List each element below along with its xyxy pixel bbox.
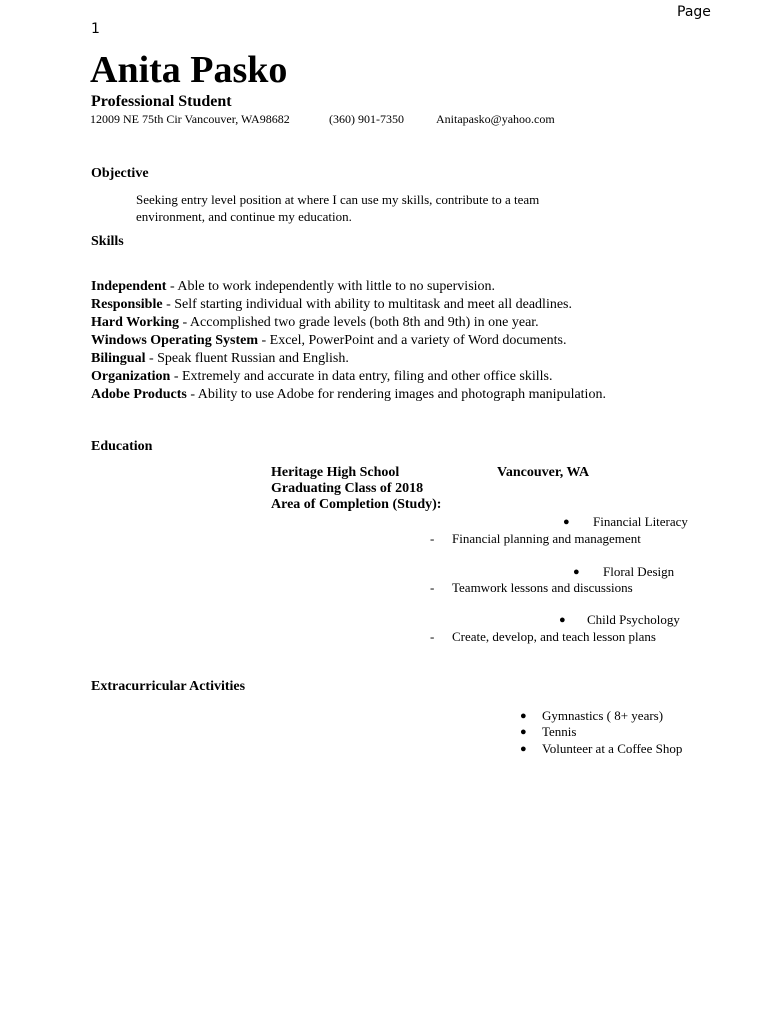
study-title: Floral Design (603, 564, 675, 579)
extracurricular-heading: Extracurricular Activities (91, 679, 246, 694)
skills-list (91, 278, 606, 404)
skill-item (91, 368, 606, 386)
activity-item: Gymnastics ( 8+ years) (542, 708, 664, 723)
skill-label: Independent (91, 279, 167, 294)
skill-label: Hard Working (91, 315, 180, 330)
skill-item (91, 332, 606, 350)
skill-label: Bilingual (91, 351, 146, 366)
skill-item (91, 278, 606, 296)
skill-description: - Ability to use Adobe for rendering images and photograph manipulation. (186, 387, 606, 402)
education-heading: Education (91, 439, 153, 454)
bullet-icon: ● (520, 743, 527, 755)
dash-icon: - (430, 629, 435, 644)
bullet-icon: ● (520, 710, 527, 722)
activity-item: Volunteer at a Coffee Shop (542, 741, 683, 756)
skill-label: Adobe Products (91, 387, 187, 402)
study-detail: Create, develop, and teach lesson plans (452, 629, 656, 644)
skill-description: - Accomplished two grade levels (both 8th and 9th) in one year. (179, 315, 539, 330)
school-name: Heritage High School (271, 465, 400, 480)
skill-description: - Extremely and accurate in data entry, filing and other office skills. (170, 369, 553, 384)
graduation-year: Graduating Class of 2018 (271, 481, 424, 496)
dash-icon: - (430, 531, 435, 546)
area-of-study-label: Area of Completion (Study): (271, 497, 442, 512)
bullet-icon: ● (520, 726, 527, 738)
skill-label: Organization (91, 369, 171, 384)
activity-item: Tennis (542, 724, 577, 739)
page-number: 1 (91, 21, 100, 37)
skills-heading: Skills (91, 234, 124, 249)
skill-item (91, 386, 606, 404)
bullet-icon: ● (573, 566, 580, 578)
bullet-icon: ● (559, 614, 566, 626)
study-title: Financial Literacy (593, 514, 688, 529)
study-detail: Financial planning and management (452, 531, 641, 546)
skill-description: - Able to work independently with little to no supervision. (166, 279, 496, 294)
school-location: Vancouver, WA (497, 465, 590, 480)
skill-item (91, 350, 606, 368)
skill-label: Responsible (91, 297, 163, 312)
dash-icon: - (430, 580, 435, 595)
objective-heading: Objective (91, 166, 149, 181)
objective-text: Seeking entry level position at where I can use my skills, contribute to a team environment, and continue my education. (136, 192, 540, 224)
skill-label: Windows Operating System (91, 333, 258, 348)
study-title: Child Psychology (587, 612, 680, 627)
skill-description: - Speak fluent Russian and English. (145, 351, 349, 366)
study-detail: Teamwork lessons and discussions (452, 580, 633, 595)
skill-description: - Excel, PowerPoint and a variety of Word documents. (257, 333, 567, 348)
resume-name: Anita Pasko (90, 49, 288, 91)
contact-address: 12009 NE 75th Cir Vancouver, WA98682 (90, 112, 290, 126)
skill-item (91, 296, 606, 314)
page-label: Page (677, 4, 711, 20)
contact-phone: (360) 901-7350 (329, 112, 404, 126)
resume-headline: Professional Student (91, 93, 232, 110)
skill-description: - Self starting individual with ability to multitask and meet all deadlines. (162, 297, 573, 312)
bullet-icon: ● (563, 516, 570, 528)
contact-email: Anitapasko@yahoo.com (436, 112, 555, 126)
skill-item (91, 314, 606, 332)
